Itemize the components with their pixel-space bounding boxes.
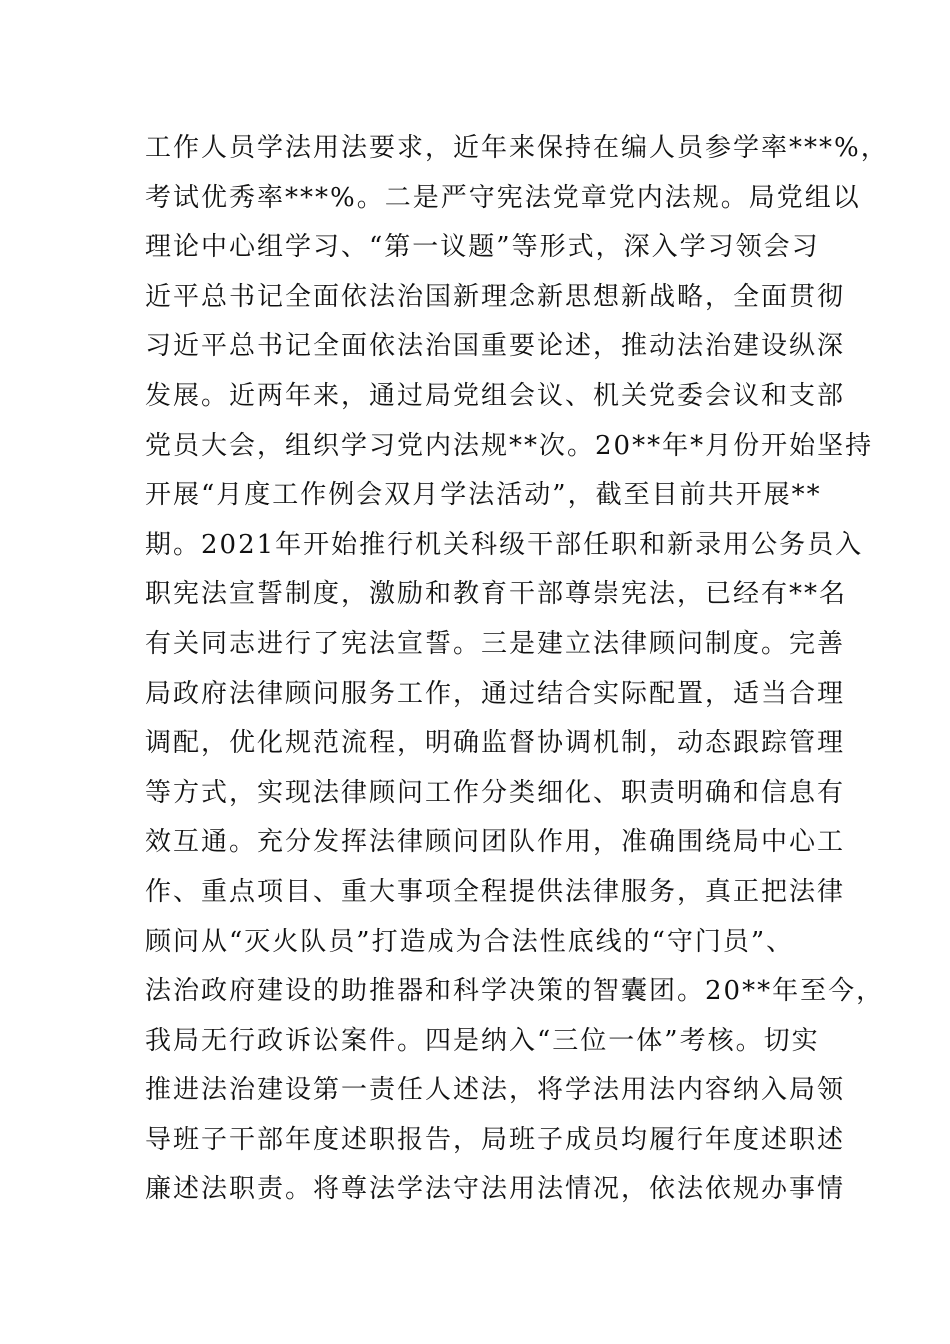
text-line: 等方式，实现法律顾问工作分类细化、职责明确和信息有 xyxy=(145,777,846,808)
text-line: 职宪法宣誓制度，激励和教育干部尊崇宪法，已经有**名 xyxy=(145,579,848,610)
text-line: 工作人员学法用法要求，近年来保持在编人员参学率***%， xyxy=(145,133,889,163)
body-text xyxy=(145,124,889,1215)
text-line: 我局无行政诉讼案件。四是纳入“三位一体”考核。切实 xyxy=(145,1025,820,1056)
text-line: 作、重点项目、重大事项全程提供法律服务，真正把法律 xyxy=(145,876,846,907)
text-line: 近平总书记全面依法治国新理念新思想新战略，全面贯彻 xyxy=(145,281,846,312)
text-line: 党员大会，组织学习党内法规**次。20**年*月份开始坚持 xyxy=(145,430,874,461)
text-line: 习近平总书记全面依法治国重要论述，推动法治建设纵深 xyxy=(145,331,846,362)
text-line: 效互通。充分发挥法律顾问团队作用，准确围绕局中心工 xyxy=(145,827,846,858)
text-line: 法治政府建设的助推器和科学决策的智囊团。20**年至今， xyxy=(145,976,885,1007)
text-line: 顾问从“灭火队员”打造成为合法性底线的“守门员”、 xyxy=(145,926,795,957)
text-line: 廉述法职责。将尊法学法守法用法情况，依法依规办事情 xyxy=(145,1174,846,1205)
text-line: 考试优秀率***%。二是严守宪法党章党内法规。局党组以 xyxy=(145,182,861,213)
text-line: 理论中心组学习、“第一议题”等形式，深入学习领会习 xyxy=(145,232,820,263)
text-line: 发展。近两年来，通过局党组会议、机关党委会议和支部 xyxy=(145,380,846,411)
text-line: 开展“月度工作例会双月学法活动”，截至目前共开展** xyxy=(145,480,822,511)
text-line: 推进法治建设第一责任人述法，将学法用法内容纳入局领 xyxy=(145,1075,846,1106)
text-line: 导班子干部年度述职报告，局班子成员均履行年度述职述 xyxy=(145,1124,846,1155)
text-line: 调配，优化规范流程，明确监督协调机制，动态跟踪管理 xyxy=(145,728,846,759)
text-line: 有关同志进行了宪法宣誓。三是建立法律顾问制度。完善 xyxy=(145,628,846,659)
text-line: 期。2021年开始推行机关科级干部任职和新录用公务员入 xyxy=(145,529,864,560)
text-line: 局政府法律顾问服务工作，通过结合实际配置，适当合理 xyxy=(145,678,846,709)
